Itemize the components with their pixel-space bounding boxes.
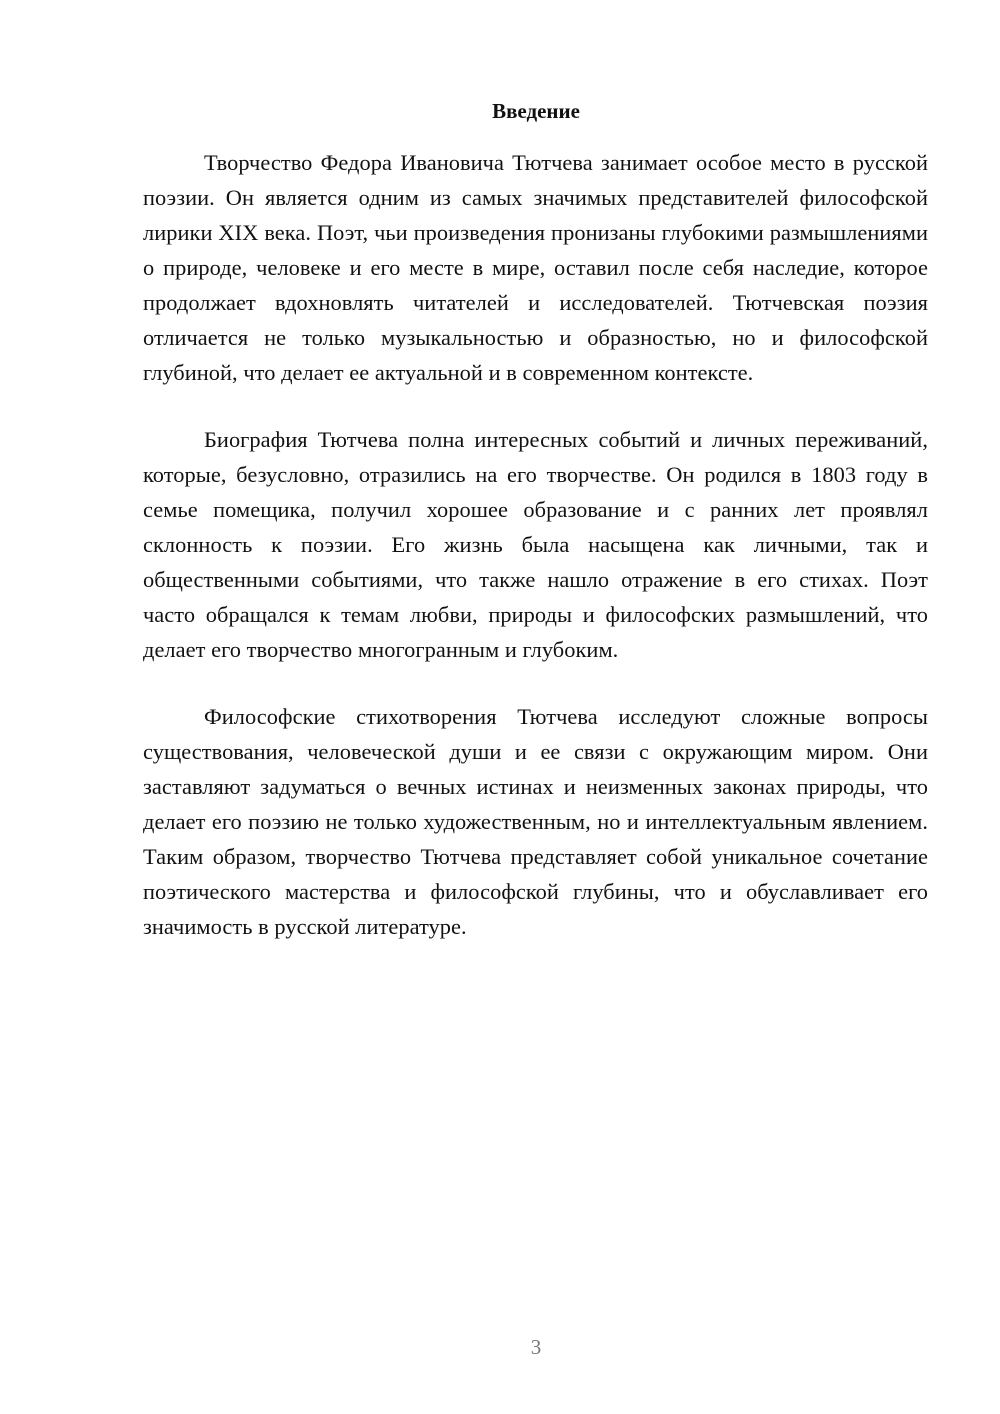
paragraph-1: Творчество Федора Ивановича Тютчева занимает особое место в русской поэзии. Он является одним из самых значимых представителей философской лирики XIX века. Поэт, чьи произведения пронизаны глубокими размышлениями о природе, человеке и его месте в мире, оставил после себя наследие, которое продолжает вдохновлять читателей и исследователей. Тютчевская поэзия отличается не только музыкальностью и образностью, но и философской глубиной, что делает ее актуальной и в современном контексте. (143, 150, 928, 385)
paragraph-2: Биография Тютчева полна интересных событий и личных переживаний, которые, безусловно, отразились на его творчестве. Он родился в 1803 году в семье помещика, получил хорошее образование и с ранних лет проявлял склонность к поэзии. Его жизнь была насыщена как личными, так и общественными событиями, что также нашло отражение в его стихах. Поэт часто обращался к темам любви, природы и философских размышлений, что делает его творчество многогранным и глубоким. (143, 427, 928, 662)
page-number: 3 (530, 1335, 542, 1359)
document-body (143, 145, 928, 976)
page-title: Введение (492, 99, 580, 123)
paragraph-3: Философские стихотворения Тютчева исследуют сложные вопросы существования, человеческой души и ее связи с окружающим миром. Они заставляют задуматься о вечных истинах и неизменных законах природы, что делает его поэзию не только художественным, но и интеллектуальным явлением. Таким образом, творчество Тютчева представляет собой уникальное сочетание поэтического мастерства и философской глубины, что и обуславливает его значимость в русской литературе. (143, 704, 928, 939)
